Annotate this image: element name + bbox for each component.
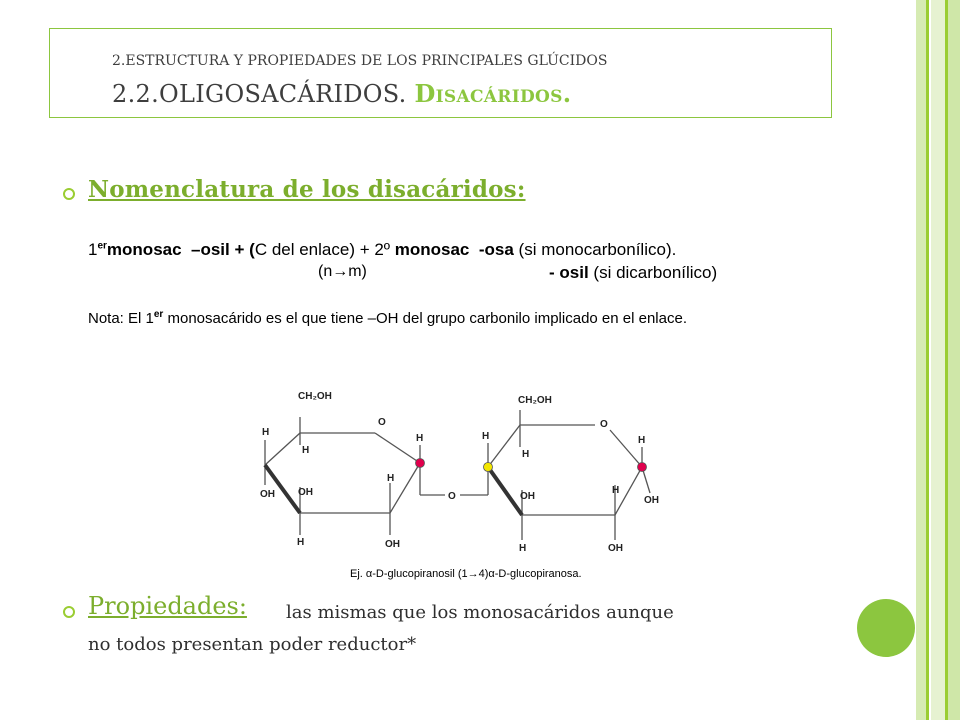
oh-label: OH [260,489,275,500]
formula-line [88,240,676,260]
h-label: H [612,485,620,496]
formula-part: + ( [234,240,255,259]
formula-part: monosac [394,240,470,259]
oh-label: OH [385,539,400,550]
formula-part: 1 [88,240,98,259]
formula-part: (si monocarbonílico). [518,240,677,259]
c4-carbon-marker [484,463,493,472]
decor-bar-1 [916,0,926,720]
properties-text-continued: no todos presentan poder reductor* [88,634,417,655]
nomenclature-heading: Nomenclatura de los disacáridos: [88,176,526,203]
bond-line [488,425,520,467]
anomeric-carbon-marker [416,459,425,468]
ring-oxygen-label: O [600,419,608,430]
title-small: 2.ESTRUCTURA Y PROPIEDADES DE LOS PRINCIPALES GLÚCIDOS [112,53,608,69]
oh-label: OH [298,487,313,498]
h-label: H [302,445,310,456]
bullet-icon [63,606,75,618]
ch2oh-label: CH₂OH [298,391,332,402]
h-label: H [519,543,527,554]
properties-label: Propiedades: [88,592,247,620]
oh-label: OH [520,491,535,502]
oh-label: OH [644,495,659,506]
note-sup: er [153,309,164,320]
formula-part: -osa [478,240,514,259]
diagram-caption: Ej. α-D-glucopiranosil (1→4)α-D-glucopiranosa. [350,568,582,580]
properties-text: las mismas que los monosacáridos aunque [286,602,674,623]
bullet-icon [63,188,75,200]
formula-sup: er [97,240,107,252]
formula-part: - osil [549,263,589,282]
decorative-circle [857,599,915,657]
ch2oh-label: CH₂OH [518,395,552,406]
formula-part: C del enlace) + 2º [254,240,391,259]
maltose-structure-diagram [250,385,670,585]
h-label: H [482,431,490,442]
note-part: Nota: El 1 [88,310,154,327]
h-label: H [416,433,424,444]
h-label: H [297,537,305,548]
formula-part: –osil [191,240,230,259]
bond-line [390,463,420,513]
formula-note-right [549,263,717,283]
formula-part: (si dicarbonílico) [593,263,718,282]
oh-label: OH [608,543,623,554]
anomeric-carbon-marker [638,463,647,472]
formula-part: monosac [106,240,182,259]
decor-bar-2 [926,0,929,720]
h-label: H [387,473,395,484]
title-frame [49,28,832,118]
right-glucose-ring [488,410,650,540]
h-label: H [638,435,646,446]
decor-bar-3 [931,0,945,720]
h-label: H [262,427,270,438]
bond-line [265,433,300,465]
glycosidic-bond [460,471,488,495]
formula-note-left: (n→m) [318,263,367,280]
note-part: monosacárido es el que tiene –OH del grupo carbonilo implicado en el enlace. [163,310,687,327]
page-title [112,79,571,108]
nomenclature-note [88,309,687,327]
bold-bond [488,467,522,515]
h-label: H [522,449,530,460]
ring-oxygen-label: O [378,417,386,428]
title-main: 2.2.OLIGOSACÁRIDOS. [112,80,407,108]
decor-bar-5 [948,0,960,720]
title-sub: Disacáridos. [414,79,572,108]
glycosidic-oxygen-label: O [448,491,456,502]
bond-line [375,433,420,463]
